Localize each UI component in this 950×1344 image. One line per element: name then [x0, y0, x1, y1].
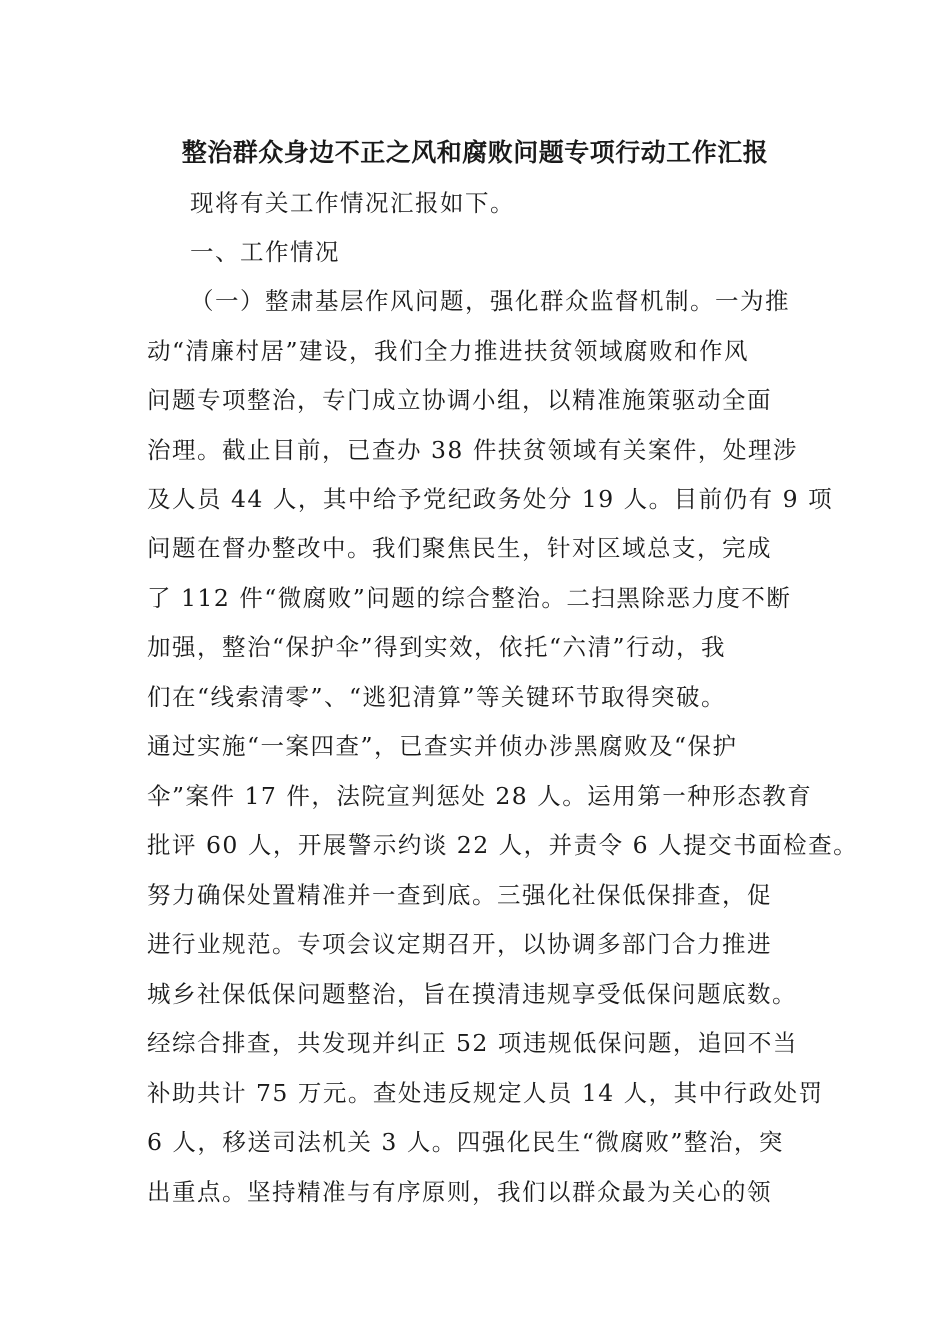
- paragraph-line: 问题在督办整改中。我们聚焦民生，针对区域总支，完成: [147, 534, 772, 562]
- paragraph-line: 努力确保处置精准并一查到底。三强化社保低保排查，促: [147, 881, 772, 909]
- section-heading: 一、工作情况: [190, 238, 340, 266]
- paragraph-line: 补助共计 75 万元。查处违反规定人员 14 人，其中行政处罚: [147, 1079, 824, 1107]
- paragraph-line: 问题专项整治，专门成立协调小组，以精准施策驱动全面: [147, 386, 772, 414]
- intro-text: 现将有关工作情况汇报如下。: [190, 189, 515, 217]
- paragraph-line: 了 112 件“微腐败”问题的综合整治。二扫黑除恶力度不断: [147, 584, 792, 612]
- paragraph-line: 经综合排查，共发现并纠正 52 项违规低保问题，追回不当: [147, 1029, 798, 1057]
- paragraph-line: 进行业规范。专项会议定期召开，以协调多部门合力推进: [147, 930, 772, 958]
- paragraph-line: 加强，整治“保护伞”得到实效，依托“六清”行动，我: [147, 633, 727, 661]
- paragraph-line: （一）整肃基层作风问题，强化群众监督机制。一为推: [190, 287, 790, 315]
- paragraph-line: 6 人，移送司法机关 3 人。四强化民生“微腐败”整治，突: [147, 1128, 784, 1156]
- paragraph-line: 城乡社保低保问题整治，旨在摸清违规享受低保问题底数。: [147, 980, 797, 1008]
- paragraph-line: 出重点。坚持精准与有序原则，我们以群众最为关心的领: [147, 1178, 772, 1206]
- paragraph-line: 通过实施“一案四查”，已查实并侦办涉黑腐败及“保护: [147, 732, 738, 760]
- paragraph-line: 批评 60 人，开展警示约谈 22 人，并责令 6 人提交书面检查。: [147, 831, 859, 859]
- paragraph-line: 治理。截止目前，已查办 38 件扶贫领域有关案件，处理涉: [147, 436, 798, 464]
- paragraph-line: 伞”案件 17 件，法院宣判惩处 28 人。运用第一种形态教育: [147, 782, 813, 810]
- document-title: 整治群众身边不正之风和腐败问题专项行动工作汇报: [181, 138, 769, 167]
- paragraph-line: 们在“线索清零”、“逃犯清算”等关键环节取得突破。: [147, 683, 727, 711]
- paragraph-line: 动“清廉村居”建设，我们全力推进扶贫领域腐败和作风: [147, 337, 750, 365]
- paragraph-line: 及人员 44 人，其中给予党纪政务处分 19 人。目前仍有 9 项: [147, 485, 834, 513]
